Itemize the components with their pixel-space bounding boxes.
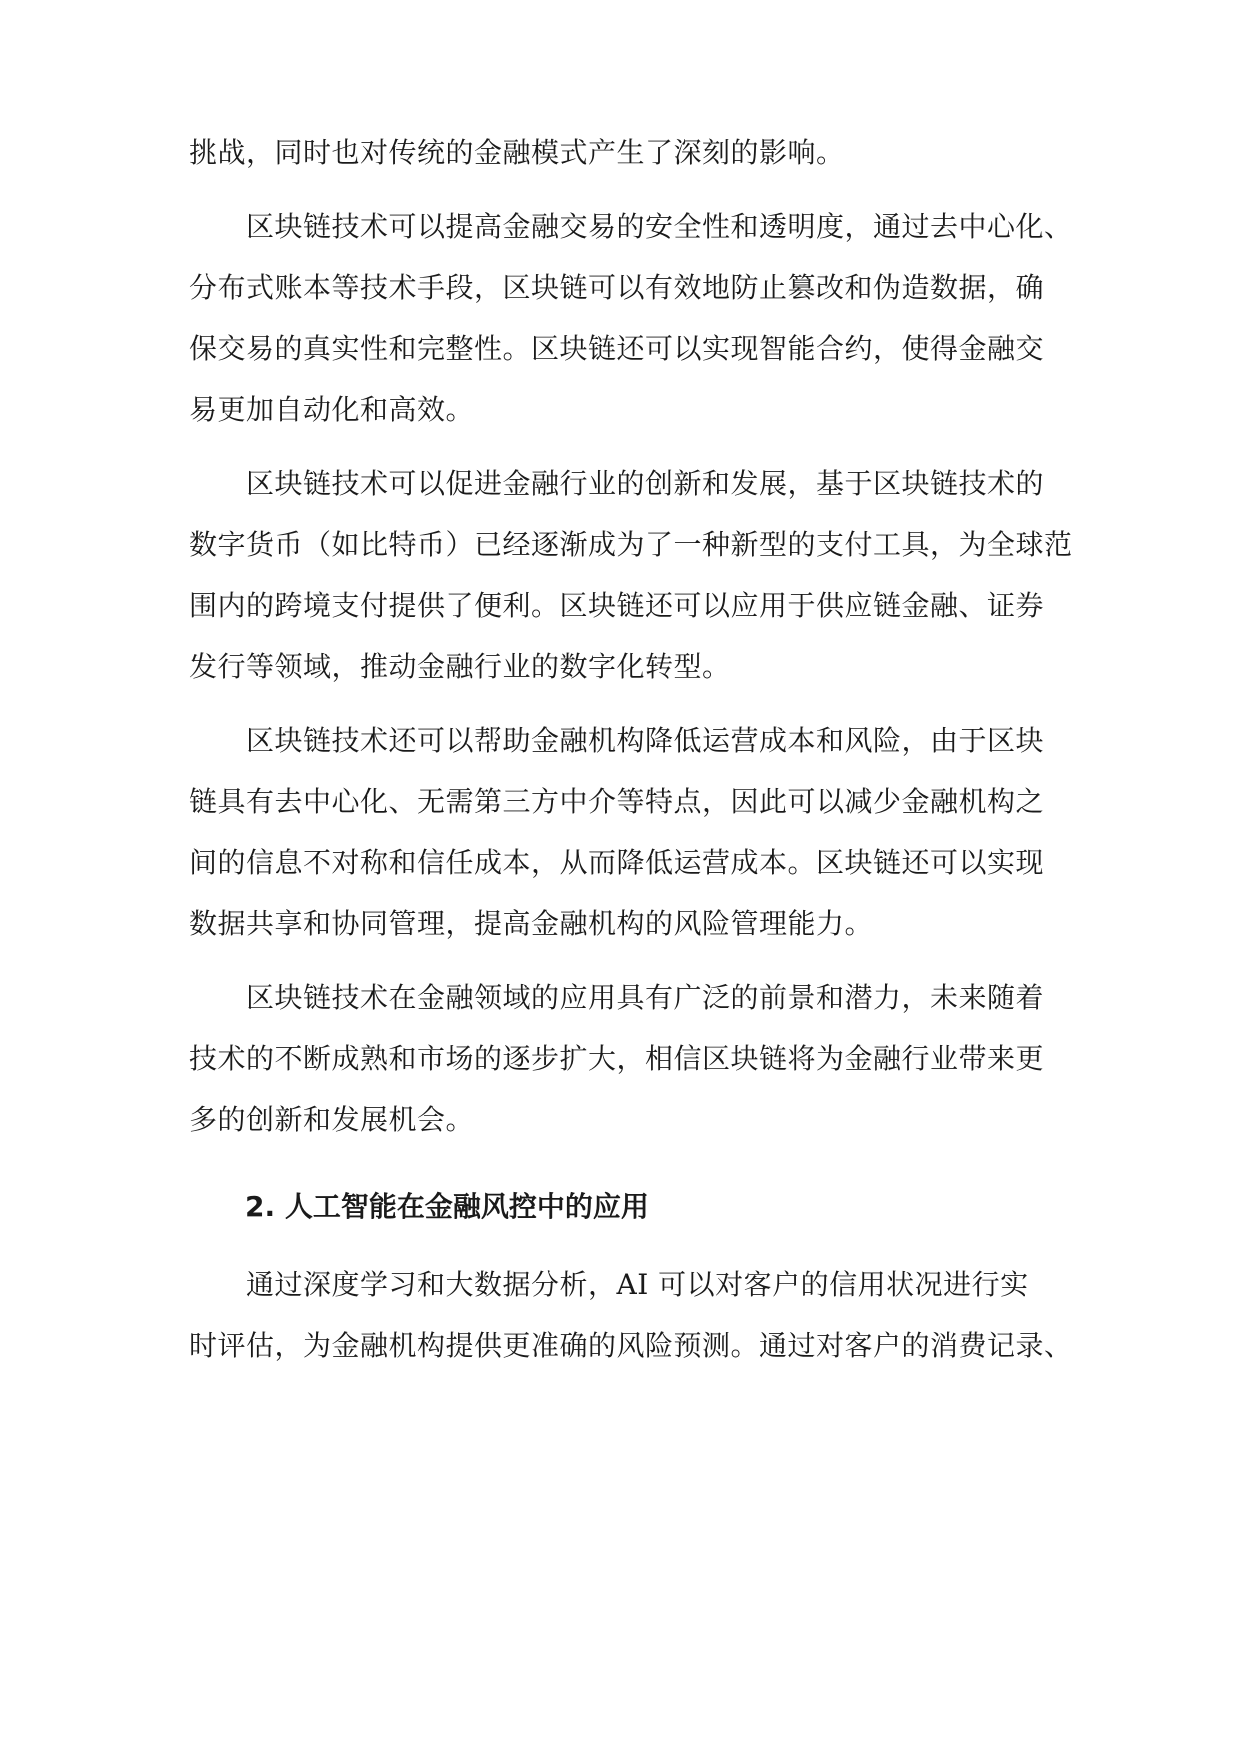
text-line: 区块链技术可以提高金融交易的安全性和透明度，通过去中心化、 [189,210,1073,243]
text-line: 多的创新和发展机会。 [189,1103,475,1136]
text-line: 通过深度学习和大数据分析，AI 可以对客户的信用状况进行实 [189,1268,1029,1301]
text-line: 数据共享和协同管理，提高金融机构的风险管理能力。 [189,907,874,940]
text-line: 发行等领域，推动金融行业的数字化转型。 [189,650,731,683]
text-line: 分布式账本等技术手段，区块链可以有效地防止篡改和伪造数据，确 [189,271,1045,304]
text-line: 技术的不断成熟和市场的逐步扩大，相信区块链将为金融行业带来更 [189,1042,1045,1075]
text-line: 数字货币（如比特币）已经逐渐成为了一种新型的支付工具，为全球范 [189,528,1073,561]
text-line: 挑战，同时也对传统的金融模式产生了深刻的影响。 [189,136,845,169]
text-line: 易更加自动化和高效。 [189,393,475,426]
text-line: 区块链技术可以促进金融行业的创新和发展，基于区块链技术的 [189,467,1045,500]
text-line: 区块链技术在金融领域的应用具有广泛的前景和潜力，未来随着 [189,981,1045,1014]
text-line: 时评估，为金融机构提供更准确的风险预测。通过对客户的消费记录、 [189,1329,1073,1362]
section-heading: 2. 人工智能在金融风控中的应用 [245,1190,649,1223]
text-line: 链具有去中心化、无需第三方中介等特点，因此可以减少金融机构之 [189,785,1045,818]
text-line: 区块链技术还可以帮助金融机构降低运营成本和风险，由于区块 [189,724,1045,757]
text-line: 保交易的真实性和完整性。区块链还可以实现智能合约，使得金融交 [189,332,1045,365]
text-line: 围内的跨境支付提供了便利。区块链还可以应用于供应链金融、证券 [189,589,1045,622]
text-line: 间的信息不对称和信任成本，从而降低运营成本。区块链还可以实现 [189,846,1045,879]
